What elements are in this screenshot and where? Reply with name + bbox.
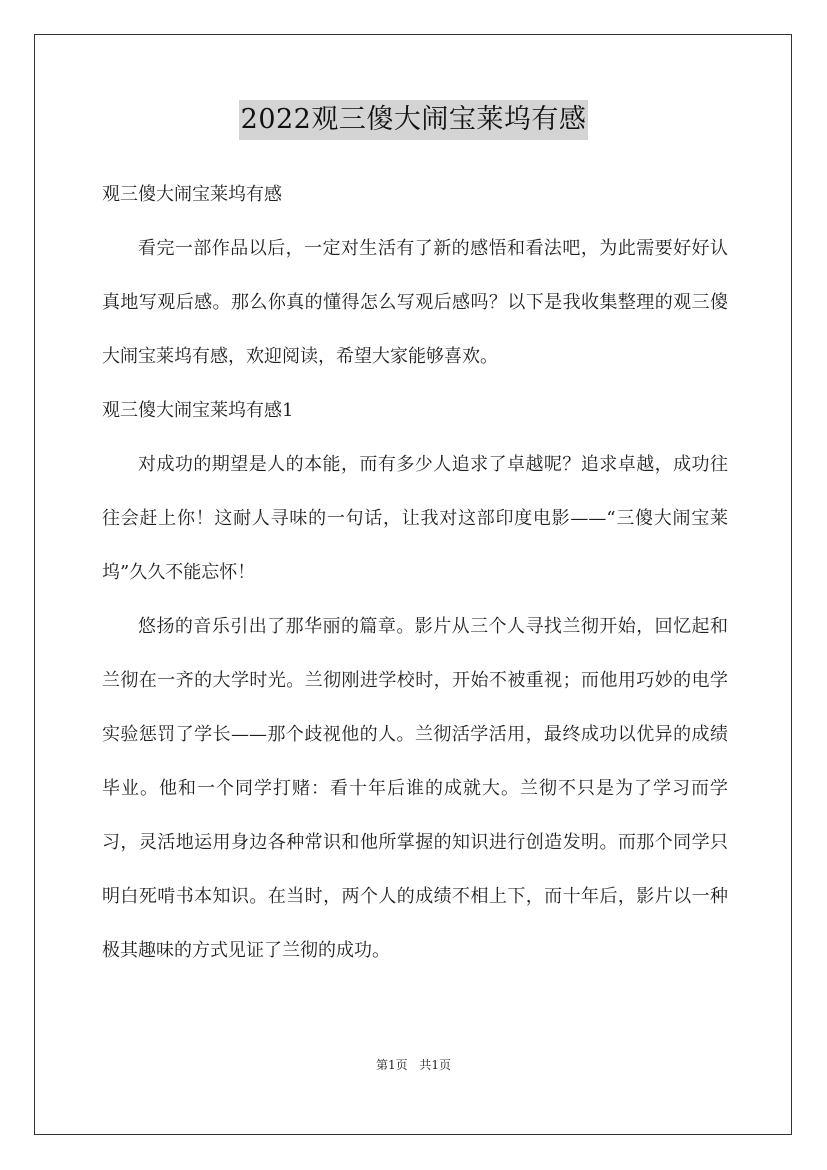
paragraph-section-heading: 观三傻大闹宝莱坞有感1 <box>102 400 294 421</box>
paragraph-subtitle: 观三傻大闹宝莱坞有感 <box>102 184 282 205</box>
page-number: 第1页 <box>375 1058 408 1072</box>
page-total: 共1页 <box>419 1058 452 1072</box>
page-footer <box>0 1056 827 1073</box>
title-container <box>0 100 827 140</box>
document-title: 2022观三傻大闹宝莱坞有感 <box>239 100 589 140</box>
paragraph-body-1: 对成功的期望是人的本能，而有多少人追求了卓越呢？追求卓越，成功往往会赶上你！这耐人寻味的一句话，让我对这部印度电影——“三傻大闹宝莱坞”久久不能忘怀！ <box>102 454 728 583</box>
document-body <box>102 168 728 978</box>
paragraph-intro: 看完一部作品以后，一定对生活有了新的感悟和看法吧，为此需要好好认真地写观后感。那么你真的懂得怎么写观后感吗？以下是我收集整理的观三傻大闹宝莱坞有感，欢迎阅读，希望大家能够喜欢。 <box>102 238 728 367</box>
paragraph-body-2: 悠扬的音乐引出了那华丽的篇章。影片从三个人寻找兰彻开始，回忆起和兰彻在一齐的大学时光。兰彻刚进学校时，开始不被重视；而他用巧妙的电学实验惩罚了学长——那个歧视他的人。兰彻活学活用，最终成功以优异的成绩毕业。他和一个同学打赌：看十年后谁的成就大。兰彻不只是为了学习而学习，灵活地运用身边各种常识和他所掌握的知识进行创造发明。而那个同学只明白死啃书本知识。在当时，两个人的成绩不相上下，而十年后，影片以一种极其趣味的方式见证了兰彻的成功。 <box>102 616 728 961</box>
